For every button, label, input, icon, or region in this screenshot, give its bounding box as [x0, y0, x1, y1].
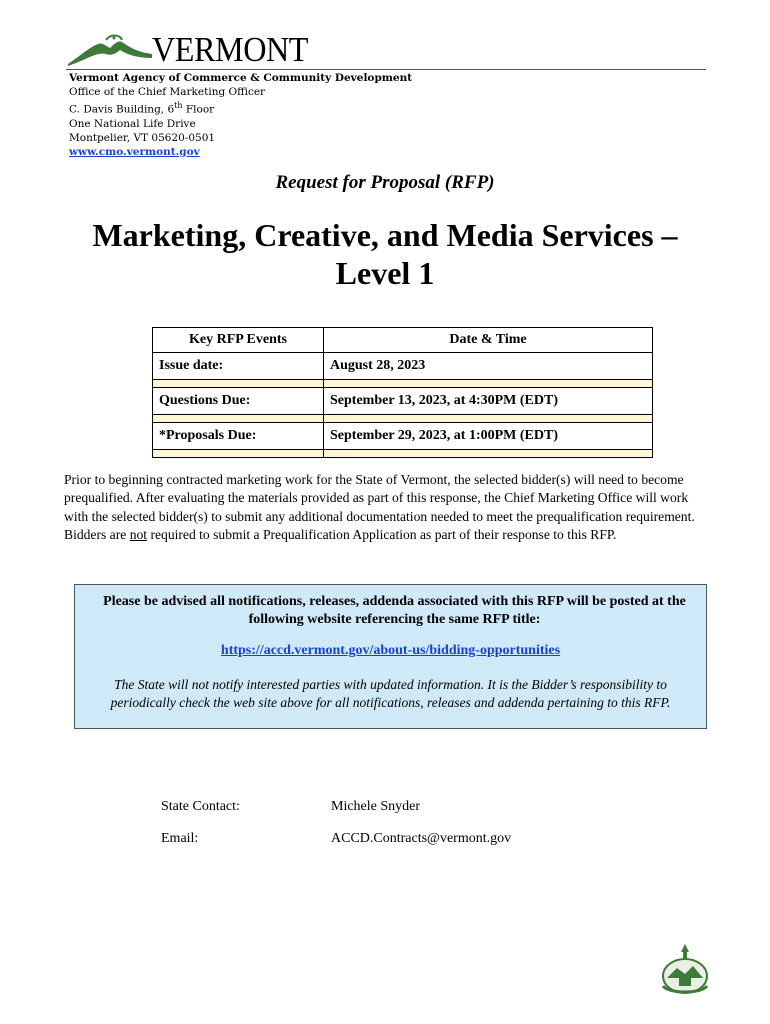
bidding-opportunities-link[interactable]: https://accd.vermont.gov/about-us/bidding-opportunities [220, 643, 561, 658]
table-spacer-row [153, 380, 653, 388]
street-line: One National Life Drive [69, 117, 196, 130]
rfp-title: Marketing, Creative, and Media Services – Level 1 [92, 217, 678, 291]
prequalification-paragraph: Prior to beginning contracted marketing work for the State of Vermont, the selected bidder(s) will need to become prequalified. After evaluating the materials provided as part of this response, the Chief Marketing Office will work with the selected bidder(s) to submit any additional documentation needed to meet the prequalification requirement. Bidders are not required to submit a Prequalification Application as part of their response to this RFP. [64, 472, 695, 542]
event-name: Issue date: [153, 353, 324, 380]
notice-heading: Please be advised all notifications, releases, addenda associated with this RFP will be posted at the following website referencing the same RFP title: [103, 594, 686, 627]
state-contact-value: Michele Snyder [331, 799, 421, 814]
vermont-mountain-logo-icon [66, 34, 156, 70]
vermont-logo [66, 30, 306, 72]
key-events-table [152, 327, 653, 458]
cmo-website-link[interactable]: www.cmo.vermont.gov [69, 145, 200, 158]
email-value[interactable]: ACCD.Contracts@vermont.gov [331, 831, 512, 846]
agency-address [69, 71, 412, 159]
column-header-date: Date & Time [324, 328, 653, 353]
email-label: Email: [161, 831, 199, 846]
table-header-row [153, 328, 653, 353]
event-date: August 28, 2023 [324, 353, 653, 380]
building-line: C. Davis Building, 6th Floor [69, 101, 215, 116]
office-name: Office of the Chief Marketing Officer [69, 86, 266, 98]
vermont-wordmark: VERMONT [152, 30, 308, 69]
rfp-subtitle: Request for Proposal (RFP) [275, 172, 495, 193]
event-date: September 13, 2023, at 4:30PM (EDT) [324, 388, 653, 415]
table-spacer-row [153, 415, 653, 423]
event-name: Questions Due: [153, 388, 324, 415]
header-rule [66, 69, 706, 70]
notice-box [74, 584, 707, 729]
vermont-state-seal-icon [659, 942, 711, 996]
table-spacer-row [153, 450, 653, 458]
table-row [153, 388, 653, 415]
column-header-event: Key RFP Events [153, 328, 324, 353]
table-row [153, 353, 653, 380]
notice-note: The State will not notify interested parties with updated information. It is the Bidder’s responsibility to periodically check the web site above for all notifications, releases and addenda pertaining to this RFP. [110, 677, 671, 710]
city-line: Montpelier, VT 05620-0501 [69, 131, 216, 144]
agency-name: Vermont Agency of Commerce & Community Development [69, 72, 413, 84]
table-row [153, 423, 653, 450]
event-name: *Proposals Due: [153, 423, 324, 450]
event-date: September 29, 2023, at 1:00PM (EDT) [324, 423, 653, 450]
state-contact-label: State Contact: [161, 799, 240, 814]
